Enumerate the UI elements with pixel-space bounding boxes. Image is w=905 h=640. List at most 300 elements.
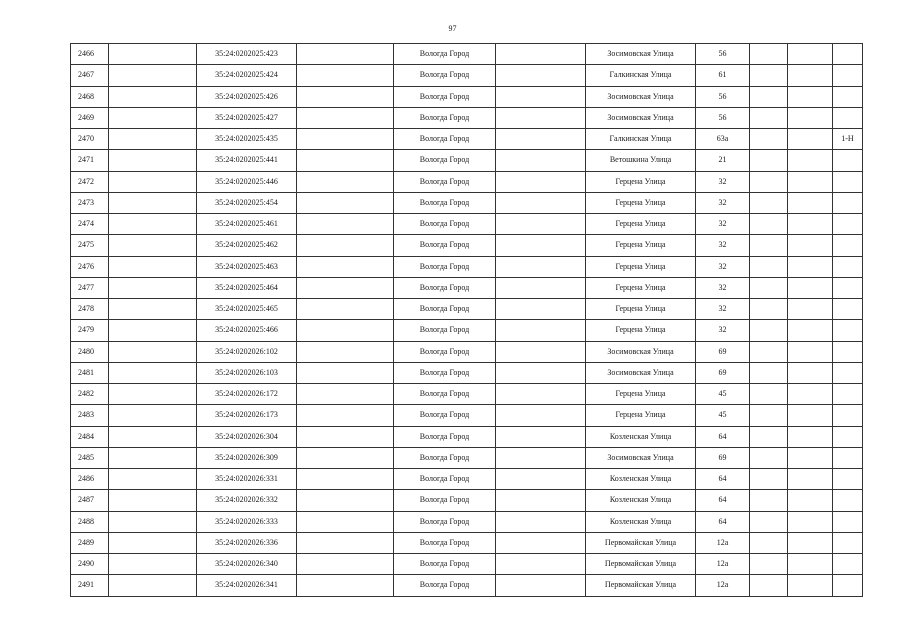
empty-cell — [788, 575, 833, 596]
city-cell: Вологда Город — [394, 235, 496, 256]
cadastral-number-cell: 35:24:0202025:435 — [197, 129, 297, 150]
house-number-cell: 56 — [696, 44, 750, 65]
row-number-cell: 2481 — [71, 362, 109, 383]
empty-cell — [496, 256, 586, 277]
empty-cell — [496, 532, 586, 553]
table-row — [71, 65, 863, 86]
empty-cell — [750, 447, 788, 468]
empty-cell — [297, 447, 394, 468]
empty-cell — [788, 384, 833, 405]
table-row — [71, 171, 863, 192]
empty-cell — [750, 320, 788, 341]
empty-cell — [297, 256, 394, 277]
empty-cell — [496, 384, 586, 405]
cadastral-number-cell: 35:24:0202025:454 — [197, 192, 297, 213]
city-cell: Вологда Город — [394, 214, 496, 235]
house-number-cell: 12а — [696, 532, 750, 553]
row-number-cell: 2486 — [71, 469, 109, 490]
empty-cell — [109, 362, 197, 383]
table-row — [71, 107, 863, 128]
empty-cell — [297, 65, 394, 86]
empty-cell — [750, 554, 788, 575]
page-number: 97 — [448, 24, 457, 33]
empty-cell — [109, 44, 197, 65]
city-cell: Вологда Город — [394, 107, 496, 128]
empty-cell — [496, 362, 586, 383]
row-number-cell: 2485 — [71, 447, 109, 468]
empty-cell — [109, 65, 197, 86]
empty-cell — [297, 532, 394, 553]
house-number-cell: 64 — [696, 469, 750, 490]
city-cell: Вологда Город — [394, 532, 496, 553]
empty-cell — [297, 299, 394, 320]
empty-cell — [297, 341, 394, 362]
empty-cell — [788, 511, 833, 532]
house-number-cell: 69 — [696, 341, 750, 362]
premises-number-cell — [833, 362, 863, 383]
premises-number-cell — [833, 490, 863, 511]
empty-cell — [297, 86, 394, 107]
empty-cell — [496, 447, 586, 468]
empty-cell — [750, 469, 788, 490]
empty-cell — [109, 490, 197, 511]
cadastral-number-cell: 35:24:0202025:426 — [197, 86, 297, 107]
empty-cell — [788, 214, 833, 235]
empty-cell — [496, 490, 586, 511]
premises-number-cell: 1-Н — [833, 129, 863, 150]
cadastral-number-cell: 35:24:0202025:424 — [197, 65, 297, 86]
table-row — [71, 129, 863, 150]
cadastral-number-cell: 35:24:0202026:304 — [197, 426, 297, 447]
house-number-cell: 12а — [696, 575, 750, 596]
street-cell: Зосимовская Улица — [586, 341, 696, 362]
empty-cell — [297, 129, 394, 150]
premises-number-cell — [833, 107, 863, 128]
row-number-cell: 2488 — [71, 511, 109, 532]
empty-cell — [297, 362, 394, 383]
empty-cell — [788, 107, 833, 128]
street-cell: Герцена Улица — [586, 277, 696, 298]
street-cell: Галкинская Улица — [586, 129, 696, 150]
empty-cell — [496, 107, 586, 128]
street-cell: Герцена Улица — [586, 320, 696, 341]
empty-cell — [750, 214, 788, 235]
empty-cell — [109, 384, 197, 405]
empty-cell — [297, 554, 394, 575]
row-number-cell: 2471 — [71, 150, 109, 171]
empty-cell — [297, 320, 394, 341]
row-number-cell: 2474 — [71, 214, 109, 235]
table-row — [71, 405, 863, 426]
premises-number-cell — [833, 554, 863, 575]
cadastral-number-cell: 35:24:0202025:465 — [197, 299, 297, 320]
cadastral-number-cell: 35:24:0202025:461 — [197, 214, 297, 235]
cadastral-number-cell: 35:24:0202026:172 — [197, 384, 297, 405]
empty-cell — [750, 129, 788, 150]
empty-cell — [109, 469, 197, 490]
empty-cell — [109, 192, 197, 213]
empty-cell — [109, 447, 197, 468]
empty-cell — [496, 44, 586, 65]
row-number-cell: 2478 — [71, 299, 109, 320]
row-number-cell: 2472 — [71, 171, 109, 192]
empty-cell — [788, 171, 833, 192]
empty-cell — [496, 299, 586, 320]
table-row — [71, 426, 863, 447]
empty-cell — [496, 277, 586, 298]
premises-number-cell — [833, 447, 863, 468]
empty-cell — [109, 511, 197, 532]
street-cell: Герцена Улица — [586, 192, 696, 213]
premises-number-cell — [833, 192, 863, 213]
city-cell: Вологда Город — [394, 490, 496, 511]
city-cell: Вологда Город — [394, 129, 496, 150]
row-number-cell: 2487 — [71, 490, 109, 511]
empty-cell — [750, 44, 788, 65]
street-cell: Первомайская Улица — [586, 532, 696, 553]
street-cell: Зосимовская Улица — [586, 107, 696, 128]
table-row — [71, 575, 863, 596]
row-number-cell: 2491 — [71, 575, 109, 596]
cadastral-number-cell: 35:24:0202025:463 — [197, 256, 297, 277]
premises-number-cell — [833, 171, 863, 192]
empty-cell — [788, 320, 833, 341]
city-cell: Вологда Город — [394, 426, 496, 447]
empty-cell — [297, 171, 394, 192]
empty-cell — [750, 532, 788, 553]
city-cell: Вологда Город — [394, 511, 496, 532]
empty-cell — [109, 86, 197, 107]
house-number-cell: 61 — [696, 65, 750, 86]
street-cell: Козленская Улица — [586, 426, 696, 447]
empty-cell — [788, 129, 833, 150]
empty-cell — [297, 469, 394, 490]
city-cell: Вологда Город — [394, 362, 496, 383]
house-number-cell: 12а — [696, 554, 750, 575]
city-cell: Вологда Город — [394, 171, 496, 192]
table-body — [71, 44, 863, 597]
house-number-cell: 56 — [696, 86, 750, 107]
row-number-cell: 2476 — [71, 256, 109, 277]
street-cell: Ветошкина Улица — [586, 150, 696, 171]
street-cell: Первомайская Улица — [586, 554, 696, 575]
empty-cell — [788, 447, 833, 468]
empty-cell — [496, 86, 586, 107]
empty-cell — [788, 44, 833, 65]
empty-cell — [297, 235, 394, 256]
cadastral-number-cell: 35:24:0202026:309 — [197, 447, 297, 468]
empty-cell — [750, 511, 788, 532]
row-number-cell: 2479 — [71, 320, 109, 341]
row-number-cell: 2484 — [71, 426, 109, 447]
house-number-cell: 32 — [696, 235, 750, 256]
cadastral-number-cell: 35:24:0202025:446 — [197, 171, 297, 192]
house-number-cell: 69 — [696, 362, 750, 383]
empty-cell — [109, 299, 197, 320]
city-cell: Вологда Город — [394, 341, 496, 362]
premises-number-cell — [833, 469, 863, 490]
empty-cell — [109, 107, 197, 128]
table-row — [71, 214, 863, 235]
empty-cell — [750, 65, 788, 86]
premises-number-cell — [833, 150, 863, 171]
cadastral-number-cell: 35:24:0202026:333 — [197, 511, 297, 532]
empty-cell — [788, 490, 833, 511]
empty-cell — [496, 426, 586, 447]
premises-number-cell — [833, 235, 863, 256]
premises-number-cell — [833, 384, 863, 405]
empty-cell — [788, 150, 833, 171]
premises-number-cell — [833, 86, 863, 107]
empty-cell — [788, 532, 833, 553]
cadastral-number-cell: 35:24:0202026:331 — [197, 469, 297, 490]
city-cell: Вологда Город — [394, 192, 496, 213]
city-cell: Вологда Город — [394, 65, 496, 86]
cadastral-number-cell: 35:24:0202026:332 — [197, 490, 297, 511]
empty-cell — [496, 511, 586, 532]
table-row — [71, 150, 863, 171]
city-cell: Вологда Город — [394, 299, 496, 320]
city-cell: Вологда Город — [394, 575, 496, 596]
table-row — [71, 469, 863, 490]
city-cell: Вологда Город — [394, 86, 496, 107]
empty-cell — [750, 341, 788, 362]
premises-number-cell — [833, 44, 863, 65]
street-cell: Герцена Улица — [586, 171, 696, 192]
empty-cell — [788, 341, 833, 362]
row-number-cell: 2470 — [71, 129, 109, 150]
city-cell: Вологда Город — [394, 447, 496, 468]
cadastral-number-cell: 35:24:0202025:462 — [197, 235, 297, 256]
empty-cell — [297, 107, 394, 128]
empty-cell — [750, 362, 788, 383]
table-row — [71, 235, 863, 256]
empty-cell — [750, 86, 788, 107]
cadastral-number-cell: 35:24:0202025:464 — [197, 277, 297, 298]
row-number-cell: 2473 — [71, 192, 109, 213]
empty-cell — [297, 575, 394, 596]
city-cell: Вологда Город — [394, 44, 496, 65]
empty-cell — [297, 44, 394, 65]
empty-cell — [297, 214, 394, 235]
street-cell: Козленская Улица — [586, 490, 696, 511]
empty-cell — [788, 256, 833, 277]
street-cell: Козленская Улица — [586, 511, 696, 532]
empty-cell — [496, 192, 586, 213]
table-row — [71, 447, 863, 468]
empty-cell — [297, 277, 394, 298]
street-cell: Герцена Улица — [586, 384, 696, 405]
empty-cell — [297, 426, 394, 447]
empty-cell — [496, 171, 586, 192]
street-cell: Зосимовская Улица — [586, 44, 696, 65]
empty-cell — [496, 235, 586, 256]
house-number-cell: 56 — [696, 107, 750, 128]
premises-number-cell — [833, 426, 863, 447]
house-number-cell: 64 — [696, 426, 750, 447]
empty-cell — [109, 171, 197, 192]
cadastral-number-cell: 35:24:0202025:441 — [197, 150, 297, 171]
empty-cell — [788, 235, 833, 256]
empty-cell — [297, 511, 394, 532]
cadastral-number-cell: 35:24:0202025:423 — [197, 44, 297, 65]
empty-cell — [750, 384, 788, 405]
empty-cell — [109, 256, 197, 277]
table-row — [71, 554, 863, 575]
house-number-cell: 32 — [696, 299, 750, 320]
empty-cell — [750, 150, 788, 171]
premises-number-cell — [833, 341, 863, 362]
street-cell: Герцена Улица — [586, 256, 696, 277]
cadastral-number-cell: 35:24:0202026:336 — [197, 532, 297, 553]
empty-cell — [788, 362, 833, 383]
empty-cell — [750, 277, 788, 298]
house-number-cell: 45 — [696, 384, 750, 405]
empty-cell — [496, 214, 586, 235]
premises-number-cell — [833, 299, 863, 320]
table-row — [71, 532, 863, 553]
premises-number-cell — [833, 575, 863, 596]
row-number-cell: 2477 — [71, 277, 109, 298]
row-number-cell: 2468 — [71, 86, 109, 107]
cadastral-number-cell: 35:24:0202026:103 — [197, 362, 297, 383]
empty-cell — [750, 107, 788, 128]
cadastral-number-cell: 35:24:0202026:340 — [197, 554, 297, 575]
empty-cell — [750, 256, 788, 277]
premises-number-cell — [833, 405, 863, 426]
house-number-cell: 32 — [696, 320, 750, 341]
empty-cell — [496, 469, 586, 490]
empty-cell — [788, 426, 833, 447]
cadastral-number-cell: 35:24:0202025:427 — [197, 107, 297, 128]
city-cell: Вологда Город — [394, 469, 496, 490]
table-row — [71, 277, 863, 298]
empty-cell — [750, 405, 788, 426]
city-cell: Вологда Город — [394, 405, 496, 426]
empty-cell — [297, 192, 394, 213]
empty-cell — [109, 554, 197, 575]
house-number-cell: 32 — [696, 214, 750, 235]
table-row — [71, 511, 863, 532]
city-cell: Вологда Город — [394, 256, 496, 277]
premises-number-cell — [833, 320, 863, 341]
empty-cell — [297, 384, 394, 405]
house-number-cell: 32 — [696, 256, 750, 277]
table-row — [71, 490, 863, 511]
street-cell: Герцена Улица — [586, 214, 696, 235]
empty-cell — [109, 320, 197, 341]
empty-cell — [788, 469, 833, 490]
premises-number-cell — [833, 532, 863, 553]
premises-number-cell — [833, 277, 863, 298]
row-number-cell: 2469 — [71, 107, 109, 128]
city-cell: Вологда Город — [394, 554, 496, 575]
empty-cell — [788, 277, 833, 298]
house-number-cell: 64 — [696, 511, 750, 532]
empty-cell — [496, 150, 586, 171]
street-cell: Зосимовская Улица — [586, 447, 696, 468]
empty-cell — [496, 65, 586, 86]
empty-cell — [788, 554, 833, 575]
house-number-cell: 32 — [696, 192, 750, 213]
house-number-cell: 45 — [696, 405, 750, 426]
empty-cell — [297, 490, 394, 511]
city-cell: Вологда Город — [394, 150, 496, 171]
house-number-cell: 63а — [696, 129, 750, 150]
table-row — [71, 44, 863, 65]
house-number-cell: 21 — [696, 150, 750, 171]
empty-cell — [496, 554, 586, 575]
street-cell: Герцена Улица — [586, 235, 696, 256]
empty-cell — [750, 426, 788, 447]
house-number-cell: 64 — [696, 490, 750, 511]
premises-number-cell — [833, 65, 863, 86]
empty-cell — [750, 171, 788, 192]
street-cell: Герцена Улица — [586, 299, 696, 320]
empty-cell — [750, 192, 788, 213]
row-number-cell: 2475 — [71, 235, 109, 256]
row-number-cell: 2480 — [71, 341, 109, 362]
empty-cell — [496, 320, 586, 341]
house-number-cell: 32 — [696, 171, 750, 192]
empty-cell — [788, 405, 833, 426]
street-cell: Зосимовская Улица — [586, 362, 696, 383]
empty-cell — [496, 341, 586, 362]
empty-cell — [788, 299, 833, 320]
table-row — [71, 86, 863, 107]
street-cell: Герцена Улица — [586, 405, 696, 426]
empty-cell — [109, 277, 197, 298]
table-row — [71, 320, 863, 341]
cadastral-number-cell: 35:24:0202026:173 — [197, 405, 297, 426]
row-number-cell: 2466 — [71, 44, 109, 65]
table-row — [71, 341, 863, 362]
table-row — [71, 384, 863, 405]
empty-cell — [109, 235, 197, 256]
empty-cell — [750, 235, 788, 256]
house-number-cell: 69 — [696, 447, 750, 468]
row-number-cell: 2490 — [71, 554, 109, 575]
property-registry-table — [70, 43, 863, 597]
cadastral-number-cell: 35:24:0202025:466 — [197, 320, 297, 341]
empty-cell — [297, 405, 394, 426]
empty-cell — [109, 150, 197, 171]
empty-cell — [109, 341, 197, 362]
street-cell: Зосимовская Улица — [586, 86, 696, 107]
row-number-cell: 2467 — [71, 65, 109, 86]
street-cell: Галкинская Улица — [586, 65, 696, 86]
premises-number-cell — [833, 214, 863, 235]
empty-cell — [496, 575, 586, 596]
street-cell: Первомайская Улица — [586, 575, 696, 596]
empty-cell — [788, 192, 833, 213]
cadastral-number-cell: 35:24:0202026:102 — [197, 341, 297, 362]
premises-number-cell — [833, 256, 863, 277]
empty-cell — [109, 426, 197, 447]
house-number-cell: 32 — [696, 277, 750, 298]
row-number-cell: 2489 — [71, 532, 109, 553]
row-number-cell: 2483 — [71, 405, 109, 426]
empty-cell — [109, 532, 197, 553]
empty-cell — [297, 150, 394, 171]
city-cell: Вологда Город — [394, 320, 496, 341]
table-row — [71, 362, 863, 383]
table-row — [71, 256, 863, 277]
empty-cell — [109, 575, 197, 596]
empty-cell — [109, 129, 197, 150]
empty-cell — [496, 129, 586, 150]
empty-cell — [750, 575, 788, 596]
